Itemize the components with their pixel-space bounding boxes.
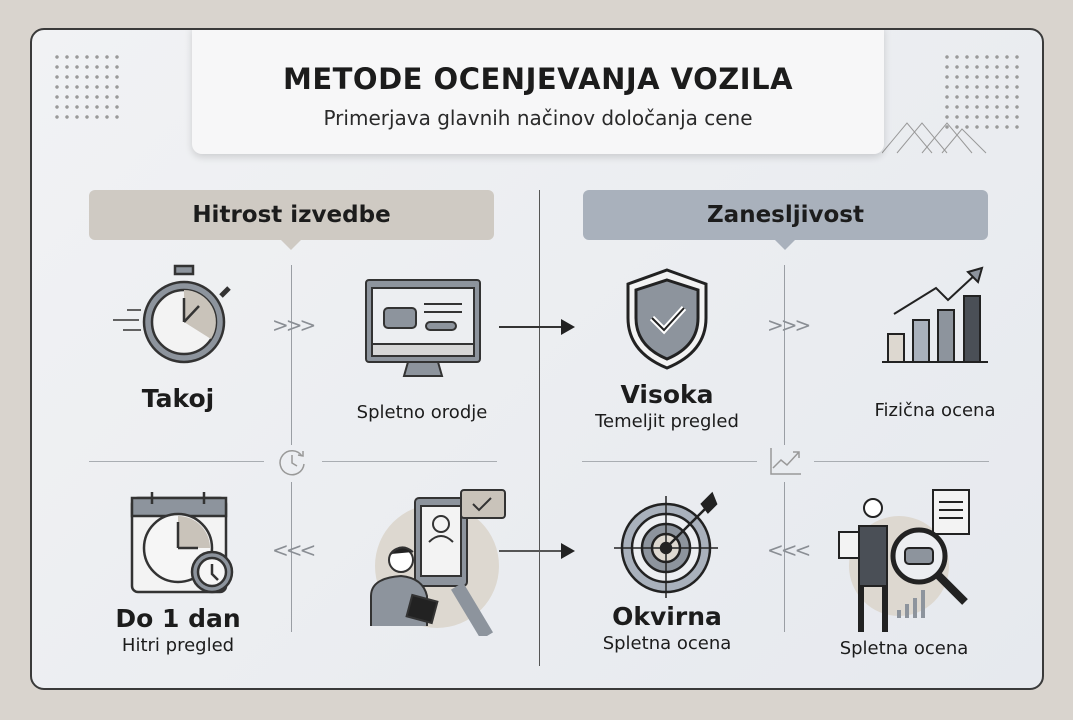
divider: [291, 265, 292, 445]
divider: [582, 461, 757, 462]
infographic-card: [30, 28, 1044, 690]
item-high: [567, 266, 767, 432]
page-title: METODE OCENJEVANJA VOZILA: [282, 62, 794, 96]
monitor-car-icon: [362, 276, 482, 380]
chevrons-left: <<<: [767, 538, 809, 562]
item-title: Do 1 dan: [115, 604, 241, 633]
title-box: [192, 28, 884, 154]
chevrons-left: <<<: [272, 538, 314, 562]
item-label: Temeljit pregled: [595, 411, 739, 432]
mountain-lines-decoration: [882, 115, 992, 155]
tablet-person-icon: [357, 486, 507, 636]
item-label: Spletno orodje: [356, 402, 488, 423]
item-online-estimate: [804, 486, 1004, 659]
center-divider: [539, 190, 540, 666]
item-online-tool: [322, 276, 522, 423]
item-label: Spletna ocena: [839, 638, 969, 659]
header-speed: Hitrost izvedbe: [89, 190, 494, 240]
header-pointer: [281, 240, 301, 250]
item-label: Fizična ocena: [874, 400, 996, 421]
item-approximate: [567, 490, 767, 654]
bar-chart-up-icon: [880, 266, 990, 366]
item-person-tablet: [332, 486, 532, 636]
dot-pattern: [52, 52, 122, 122]
page-subtitle: Primerjava glavnih načinov določanja cene: [323, 106, 753, 130]
header-reliability: Zanesljivost: [583, 190, 988, 240]
trend-chart-icon: [769, 446, 803, 476]
item-one-day: [78, 490, 278, 656]
chevrons-right: >>>: [272, 313, 314, 337]
item-physical: [835, 266, 1035, 421]
item-title: Takoj: [141, 384, 215, 413]
divider: [89, 461, 264, 462]
target-icon: [612, 490, 722, 598]
header-pointer: [775, 240, 795, 250]
divider: [814, 461, 989, 462]
item-title: Okvirna: [612, 602, 722, 631]
divider: [322, 461, 497, 462]
stopwatch-icon: [113, 262, 243, 370]
inspector-magnifier-icon: [829, 486, 979, 636]
clock-refresh-icon: [276, 446, 308, 478]
chevrons-right: >>>: [767, 313, 809, 337]
item-label: Hitri pregled: [121, 635, 235, 656]
calendar-clock-icon: [118, 490, 238, 598]
item-title: Visoka: [620, 380, 714, 409]
shield-check-icon: [622, 266, 712, 370]
item-label: Spletna ocena: [602, 633, 732, 654]
item-instant: [78, 262, 278, 413]
divider: [784, 265, 785, 445]
